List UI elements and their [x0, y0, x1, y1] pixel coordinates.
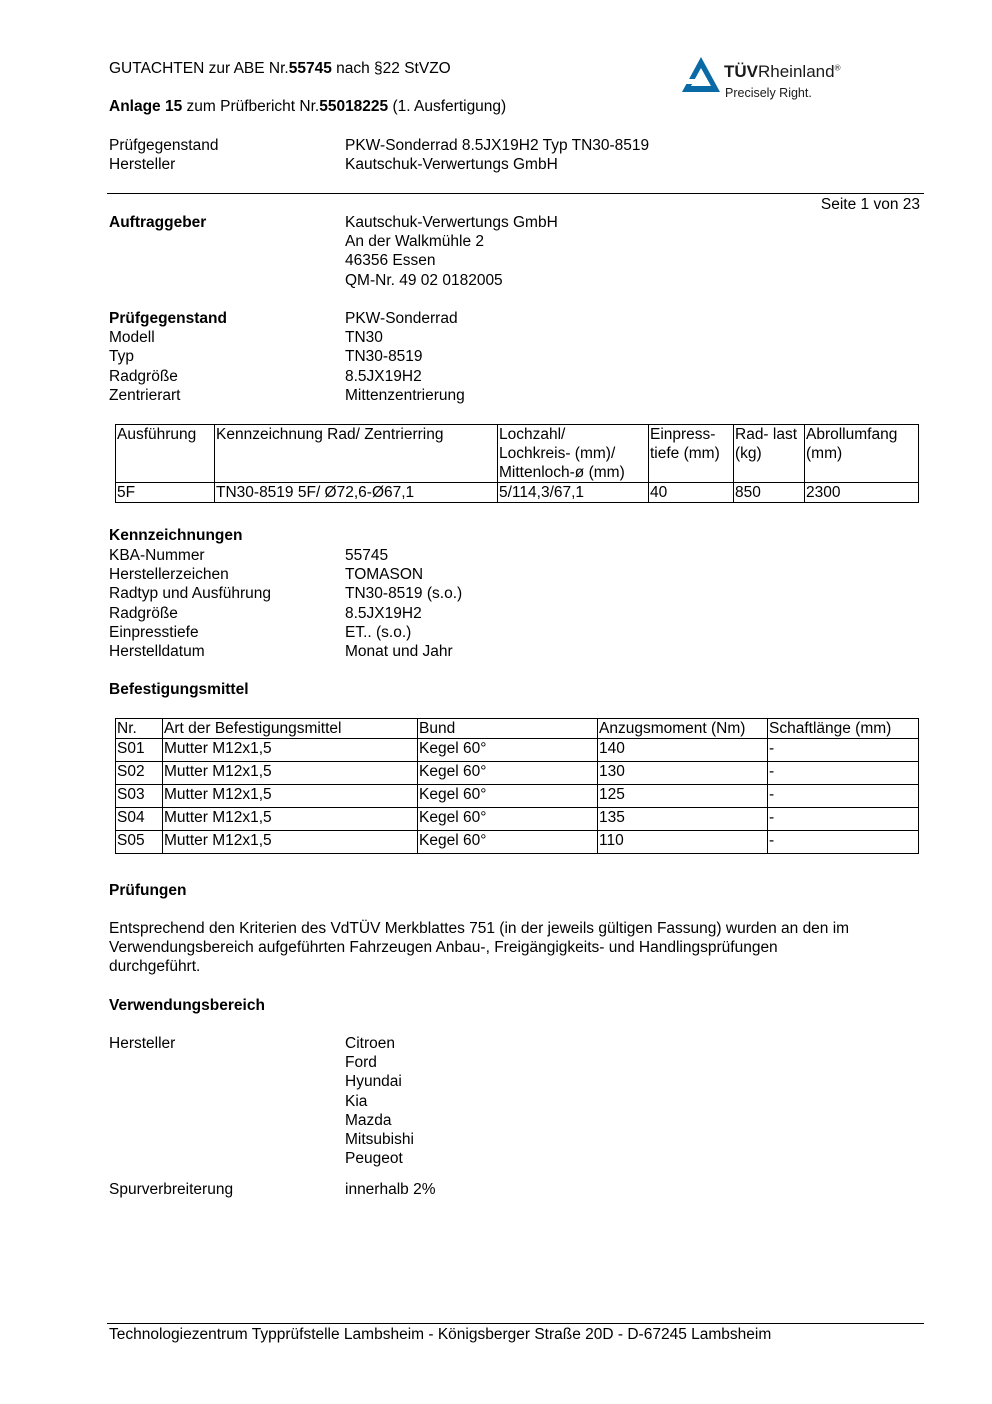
kennzeichnungen-title: Kennzeichnungen — [109, 527, 243, 544]
pruefungen-title: Prüfungen — [109, 882, 187, 899]
befestigung-table — [115, 718, 919, 854]
header-summary: Prüfgegenstand PKW-Sonderrad 8.5JX19H2 Typ TN30-8519 Hersteller Kautschuk-Verwertungs GmbH — [109, 137, 650, 174]
verwendung-title: Verwendungsbereich — [109, 997, 265, 1014]
tuv-rheinland-logo: TÜVRheinland® Precisely Right. — [680, 55, 880, 105]
table-header-row: Ausführung Kennzeichnung Rad/ Zentrierring Lochzahl/ Lochkreis- (mm)/ Mittenloch-ø (mm) Einpress-tiefe (mm) Rad- last (kg) Abrollumfang (mm) — [116, 425, 919, 483]
header-line-2: Anlage 15 zum Prüfbericht Nr.55018225 (1. Ausfertigung) — [109, 98, 507, 115]
tuv-triangle-icon — [680, 55, 722, 95]
header-line-1: GUTACHTEN zur ABE Nr.55745 nach §22 StVZO — [109, 60, 451, 77]
verwendung-spur: Spurverbreiterung innerhalb 2% — [109, 1181, 436, 1198]
kennzeichnungen-block: KBA-Nummer 55745 Herstellerzeichen TOMASON Radtyp und Ausführung TN30-8519 (s.o.) Radgröße 8.5JX19H2 Einpresstiefe ET.. (s.o.) Herstelldatum Monat und Jahr — [109, 547, 463, 661]
footer-divider — [107, 1323, 924, 1324]
page-number: Seite 1 von 23 — [820, 196, 920, 213]
table-row: 5F TN30-8519 5F/ Ø72,6-Ø67,1 5/114,3/67,1 40 850 2300 — [116, 483, 919, 503]
table-row: S02 Mutter M12x1,5 Kegel 60° 130 - — [116, 762, 919, 785]
header-divider — [107, 193, 924, 194]
footer-text: Technologiezentrum Typprüfstelle Lambsheim - Königsberger Straße 20D - D-67245 Lambsheim — [109, 1326, 772, 1343]
verwendung-hersteller: Hersteller Citroen Ford Hyundai Kia Mazda Mitsubishi Peugeot — [109, 1035, 414, 1168]
befestigung-title: Befestigungsmittel — [109, 681, 249, 698]
table-row: S03 Mutter M12x1,5 Kegel 60° 125 - — [116, 785, 919, 808]
table-row: S01 Mutter M12x1,5 Kegel 60° 140 - — [116, 739, 919, 762]
pruefgegenstand-block: Prüfgegenstand PKW-Sonderrad Modell TN30 Typ TN30-8519 Radgröße 8.5JX19H2 Zentrierart Mittenzentrierung — [109, 310, 465, 404]
table-row: S04 Mutter M12x1,5 Kegel 60° 135 - — [116, 808, 919, 831]
wheel-spec-table — [115, 424, 919, 503]
auftraggeber-block: Auftraggeber Kautschuk-Verwertungs GmbH An der Walkmühle 2 46356 Essen QM-Nr. 49 02 0182005 — [109, 214, 558, 289]
table-header-row: Nr. Art der Befestigungsmittel Bund Anzugsmoment (Nm) Schaftlänge (mm) — [116, 719, 919, 739]
pruefungen-text: Entsprechend den Kriterien des VdTÜV Merkblattes 751 (in der jeweils gültigen Fassung) wurden an den im Verwendungsbereich aufgeführten Fahrzeugen Anbau-, Freigängigkeits- und Handlingsprüfungen durchgeführt. — [109, 920, 850, 975]
table-row: S05 Mutter M12x1,5 Kegel 60° 110 - — [116, 831, 919, 854]
